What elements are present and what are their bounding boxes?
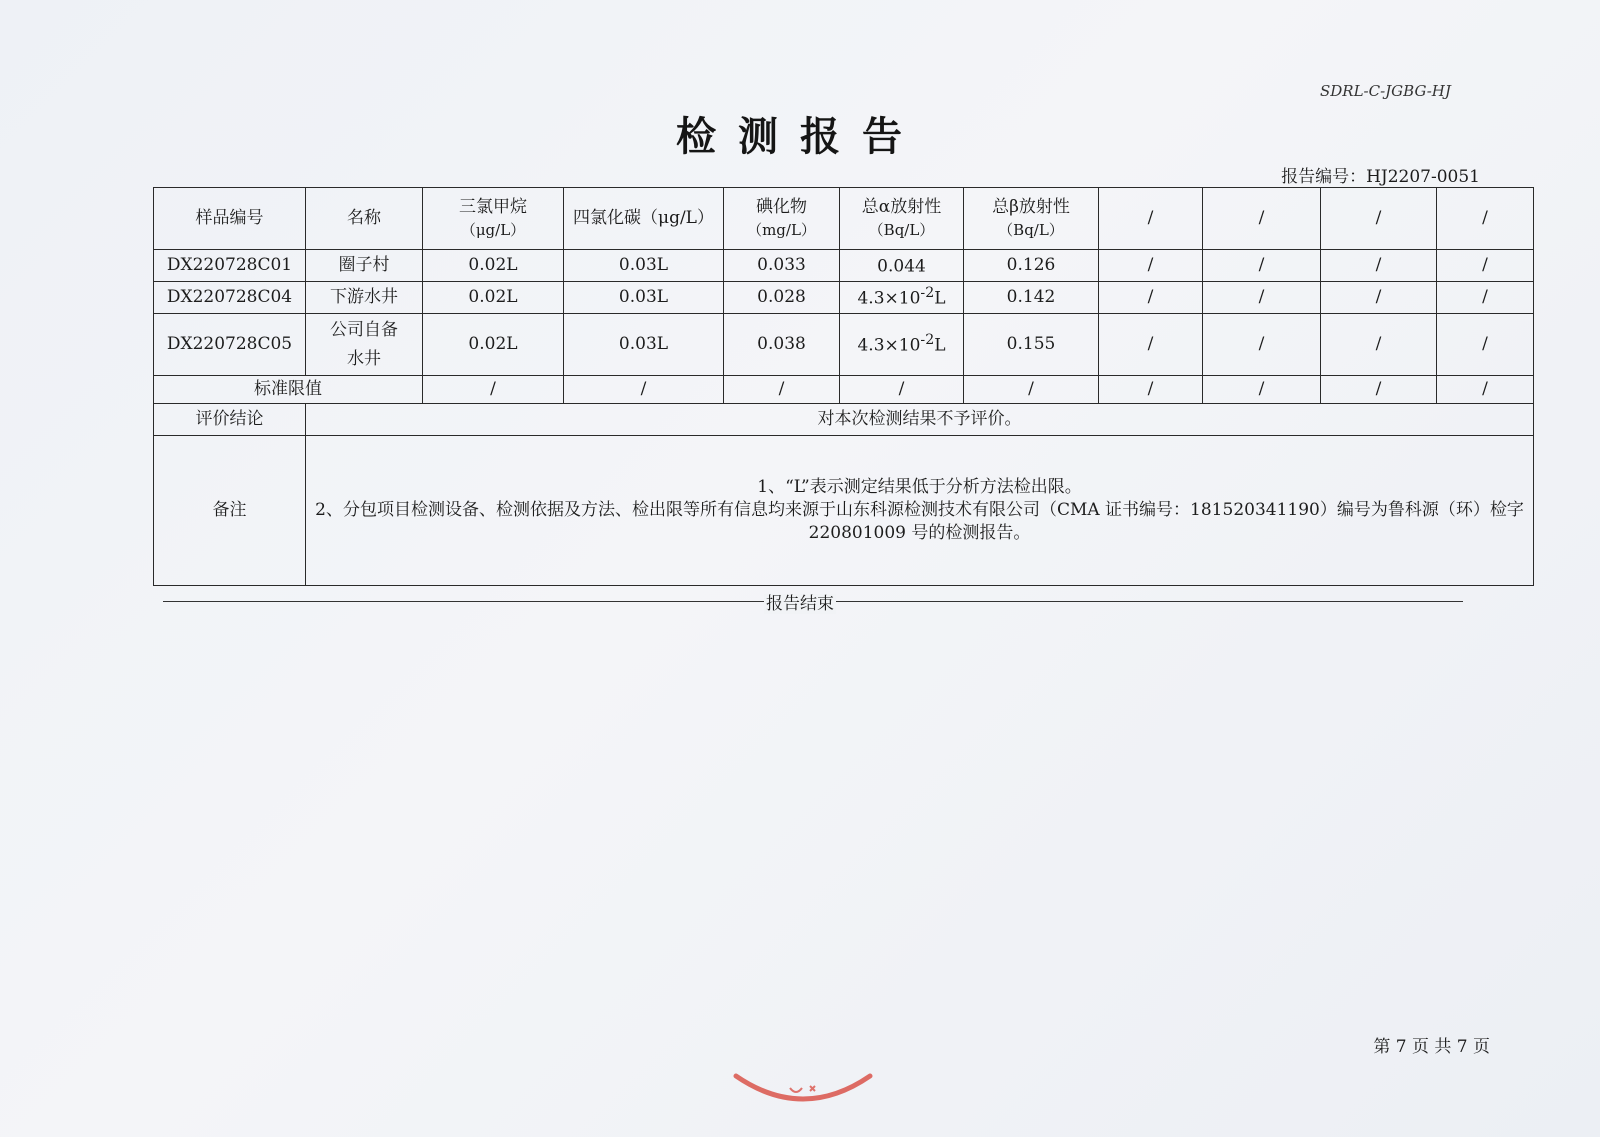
ccl4-value: 0.03L [564, 250, 724, 282]
standard-limit-value: / [724, 376, 840, 404]
report-title: 检测报告 [676, 114, 924, 160]
iodide-value: 0.028 [724, 282, 840, 314]
remarks-label: 备注 [154, 436, 306, 586]
sample-name-text: 公司自备水井 [330, 320, 398, 369]
remark-line-1: 1、“L”表示测定结果低于分析方法检出限。 [757, 477, 1082, 498]
header-iodide-unit: （mg/L） [747, 220, 816, 239]
standard-limit-value: / [1203, 376, 1321, 404]
sample-id: DX220728C01 [154, 250, 306, 282]
remark-line-2: 2、分包项目检测设备、检测依据及方法、检出限等所有信息均来源于山东科源检测技术有限公司（CMA 证书编号：181520341190）编号为鲁科源（环）检字 220801009 号的检测报告。 [315, 500, 1524, 543]
table-header-row [154, 188, 1534, 250]
gross-beta-value: 0.126 [964, 250, 1099, 282]
header-empty-2: / [1203, 188, 1321, 250]
standard-limit-value: / [1099, 376, 1203, 404]
evaluation-label: 评价结论 [154, 404, 306, 436]
results-table [153, 187, 1534, 586]
gross-alpha-value: 0.044 [840, 250, 964, 282]
header-gross-alpha: 总α放射性 （Bq/L） [840, 188, 964, 250]
seal-stamp-icon [728, 1072, 878, 1112]
report-end [0, 589, 1600, 614]
gross-beta-value: 0.142 [964, 282, 1099, 314]
standard-limit-value: / [564, 376, 724, 404]
form-code: SDRL-C-JGBG-HJ [1320, 82, 1451, 100]
standard-limit-value: / [423, 376, 564, 404]
standard-limit-row [154, 376, 1534, 404]
sample-name: 圈子村 [306, 250, 423, 282]
gross-alpha-value: $4.3\times 10^{-2}L$ [840, 282, 964, 314]
header-gross-beta-unit: （Bq/L） [998, 220, 1064, 239]
sample-name [306, 314, 423, 376]
empty-cell: / [1099, 314, 1203, 376]
standard-limit-value: / [964, 376, 1099, 404]
gross-alpha-value: $4.3\times 10^{-2}L$ [840, 314, 964, 376]
empty-cell: / [1099, 250, 1203, 282]
header-gross-beta: 总β放射性 （Bq/L） [964, 188, 1099, 250]
empty-cell: / [1203, 314, 1321, 376]
empty-cell: / [1203, 282, 1321, 314]
page-number: 第 7 页 共 7 页 [1373, 1037, 1490, 1057]
standard-limit-value: / [1321, 376, 1437, 404]
empty-cell: / [1321, 250, 1437, 282]
header-iodide: 碘化物 （mg/L） [724, 188, 840, 250]
header-chloroform: 三氯甲烷 （μg/L） [423, 188, 564, 250]
evaluation-row [154, 404, 1534, 436]
table-row [154, 314, 1534, 376]
empty-cell: / [1099, 282, 1203, 314]
remarks-row [154, 436, 1534, 586]
header-gross-alpha-unit: （Bq/L） [868, 220, 935, 239]
header-sample-id: 样品编号 [154, 188, 306, 250]
empty-cell: / [1437, 250, 1534, 282]
standard-limit-value: / [1437, 376, 1534, 404]
remarks-content [306, 436, 1534, 586]
header-chloroform-unit: （μg/L） [460, 220, 526, 239]
chloroform-value: 0.02L [423, 250, 564, 282]
standard-limit-value: / [840, 376, 964, 404]
sample-name: 下游水井 [306, 282, 423, 314]
ccl4-value: 0.03L [564, 314, 724, 376]
chloroform-value: 0.02L [423, 314, 564, 376]
sample-id: DX220728C05 [154, 314, 306, 376]
gross-beta-value: 0.155 [964, 314, 1099, 376]
table-row [154, 282, 1534, 314]
header-empty-1: / [1099, 188, 1203, 250]
ccl4-value: 0.03L [564, 282, 724, 314]
empty-cell: / [1321, 314, 1437, 376]
iodide-value: 0.038 [724, 314, 840, 376]
evaluation-text: 对本次检测结果不予评价。 [306, 404, 1534, 436]
header-empty-3: / [1321, 188, 1437, 250]
chloroform-value: 0.02L [423, 282, 564, 314]
report-number: 报告编号：HJ2207-0051 [1281, 167, 1480, 187]
header-ccl4: 四氯化碳（μg/L） [564, 188, 724, 250]
empty-cell: / [1321, 282, 1437, 314]
sample-id: DX220728C04 [154, 282, 306, 314]
empty-cell: / [1203, 250, 1321, 282]
report-end-text: 报告结束 [766, 594, 834, 614]
empty-cell: / [1437, 314, 1534, 376]
header-name: 名称 [306, 188, 423, 250]
empty-cell: / [1437, 282, 1534, 314]
header-empty-4: / [1437, 188, 1534, 250]
table-row [154, 250, 1534, 282]
standard-limit-label: 标准限值 [154, 376, 423, 404]
iodide-value: 0.033 [724, 250, 840, 282]
